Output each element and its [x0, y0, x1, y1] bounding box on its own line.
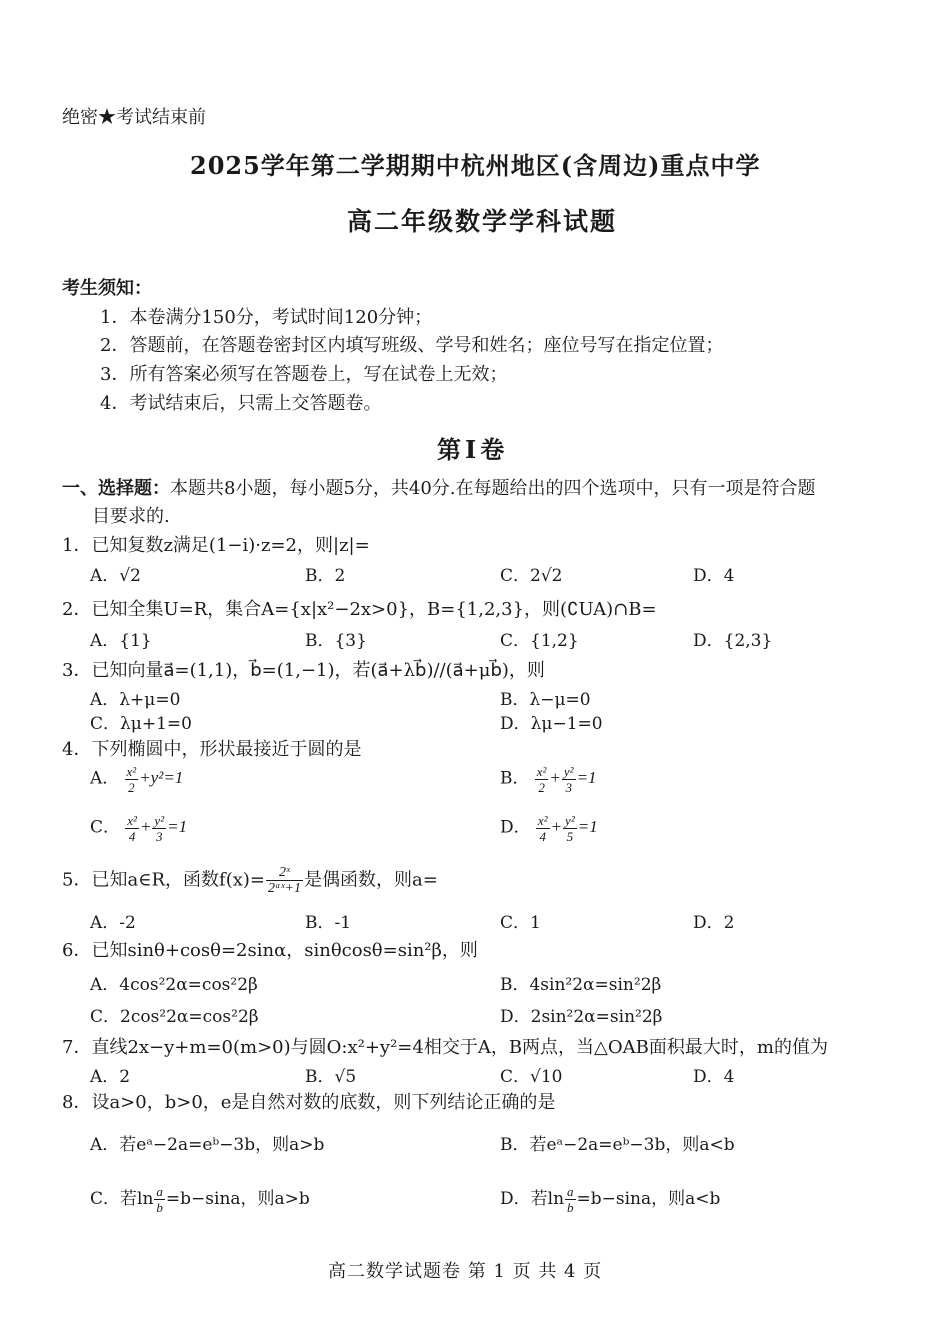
- q4d-frac2-den: 5: [566, 829, 574, 844]
- q4c-frac2-den: 3: [156, 829, 163, 844]
- q8-option-c: [90, 1184, 310, 1215]
- q4b-frac1-den: 2: [538, 780, 545, 795]
- q7-option-a: A．2: [90, 1067, 131, 1087]
- q4b-frac1-num: x²: [536, 764, 547, 779]
- q5-option-b: B．-1: [305, 913, 352, 933]
- q8c-rest: =b−sina，则a>b: [165, 1189, 310, 1209]
- q8c-prefix: C．若ln: [90, 1189, 154, 1209]
- q4-option-b-label: B．: [500, 768, 530, 789]
- q8d-frac-num: a: [567, 1184, 574, 1199]
- q4c-frac2-num: y²: [154, 813, 165, 828]
- q4a-fraction: [125, 764, 139, 795]
- page-footer: 高二数学试题卷 第 1 页 共 4 页: [328, 1261, 603, 1282]
- q2-option-b: B．{3}: [305, 631, 367, 651]
- q4c-rest: =1: [167, 817, 188, 837]
- q5-stem-part1: 5．已知a∈R，函数f(x)=: [62, 869, 266, 891]
- q3-option-b: B．λ−μ=0: [500, 690, 591, 710]
- q8c-frac-num: a: [156, 1184, 163, 1199]
- q1-option-c: C．2√2: [500, 566, 563, 586]
- q4b-fraction-2: [562, 764, 576, 795]
- q7-option-c: C．√10: [500, 1067, 563, 1087]
- section-text: 本题共8小题，每小题5分，共40分.在每题给出的四个选项中，只有一项是符合题: [170, 478, 816, 499]
- q7-option-b: B．√5: [305, 1067, 357, 1087]
- q4-option-c-label: C．: [90, 817, 121, 838]
- q4b-frac2-num: y²: [563, 764, 574, 779]
- q3-option-d: D．λμ−1=0: [500, 714, 603, 734]
- q4b-fraction-1: [535, 764, 549, 795]
- question-1-stem: 1．已知复数z满足(1−i)·z=2，则|z|=: [62, 535, 370, 556]
- q4c-fraction-1: [125, 813, 139, 844]
- q4-option-d: D． $\frac{\text{x²}}{4}$ + $\frac{\text{y²}}{5}$ =1: [500, 813, 598, 844]
- q4d-frac1-num: x²: [537, 813, 548, 828]
- q4d-fraction-1: [536, 813, 550, 844]
- q1-option-b: B．2: [305, 566, 346, 586]
- question-2-stem: 2．已知全集U=R，集合A={x|x²−2x>0}，B={1,2,3}，则(∁UA)∩B=: [62, 599, 657, 620]
- question-6-stem: 6．已知sinθ+cosθ=2sinα，sinθcosθ=sin²β，则: [62, 940, 478, 961]
- question-8-stem: 8．设a>0，b>0，e是自然对数的底数，则下列结论正确的是: [62, 1092, 556, 1113]
- q3-option-c: C．λμ+1=0: [90, 714, 192, 734]
- q5-frac-num: 2ˣ: [266, 865, 303, 881]
- q3-option-a: A．λ+μ=0: [90, 690, 181, 710]
- q4-option-a-label: A．: [90, 768, 120, 789]
- q8d-prefix: D．若ln: [500, 1189, 565, 1209]
- q4-option-c: C． $\frac{\text{x²}}{4}$ + $\frac{\text{y²}}{3}$ =1: [90, 813, 188, 844]
- q4d-fraction-2: [563, 813, 577, 844]
- q4a-rest: +y²=1: [139, 768, 184, 788]
- q2-option-d: D．{2,3}: [693, 631, 773, 651]
- q2-option-a: A．{1}: [90, 631, 152, 651]
- section-text-cont: 目要求的.: [92, 506, 170, 527]
- q4-option-d-label: D．: [500, 817, 531, 838]
- q4a-frac-den: 2: [128, 780, 135, 795]
- notice-item-1: 1．本卷满分150分，考试时间120分钟；: [100, 307, 433, 328]
- q1-option-a: A．√2: [90, 566, 141, 586]
- q5-stem-part2: 是偶函数，则a=: [304, 869, 438, 891]
- q8-option-d: [500, 1184, 720, 1215]
- q4c-frac1-den: 4: [128, 829, 136, 844]
- exam-title-line2: 高二年级数学学科试题: [347, 207, 618, 236]
- q8d-rest: =b−sina，则a<b: [576, 1189, 721, 1209]
- q1-option-d: D．4: [693, 566, 735, 586]
- section-label: 一、选择题：: [62, 478, 170, 499]
- notice-item-2: 2．答题前，在答题卷密封区内填写班级、学号和姓名；座位号写在指定位置；: [100, 335, 724, 356]
- q5-fraction: [266, 865, 303, 896]
- q8d-frac-den: b: [567, 1200, 574, 1215]
- q5-option-c: C．1: [500, 913, 541, 933]
- q6-option-c: C．2cos²2α=cos²2β: [90, 1007, 259, 1027]
- q8-option-b: B．若eᵃ−2a=eᵇ−3b，则a<b: [500, 1135, 735, 1155]
- q4d-frac2-num: y²: [565, 813, 575, 828]
- question-7-stem: 7．直线2x−y+m=0(m>0)与圆O:x²+y²=4相交于A，B两点，当△OAB面积最大时，m的值为: [62, 1037, 828, 1058]
- q8c-fraction: [154, 1184, 165, 1215]
- q4c-fraction-2: [152, 813, 166, 844]
- secret-label: 绝密★考试结束前: [62, 107, 206, 128]
- q4c-frac1-num: x²: [127, 813, 137, 828]
- question-3-stem: 3．已知向量a⃗=(1,1)，b⃗=(1,−1)，若(a⃗+λb⃗)//(a⃗+μb⃗)，则: [62, 660, 545, 681]
- q5-frac-den: 2ᵃˣ+1: [268, 881, 301, 896]
- question-4-stem: 4．下列椭圆中，形状最接近于圆的是: [62, 739, 362, 760]
- q6-option-a: A．4cos²2α=cos²2β: [90, 975, 258, 995]
- q4a-frac-num: x²: [126, 764, 137, 779]
- q4b-rest: =1: [576, 768, 597, 788]
- notice-heading: 考生须知：: [62, 278, 152, 299]
- q4b-frac2-den: 3: [565, 780, 572, 795]
- notice-item-3: 3．所有答案必须写在答题卷上，写在试卷上无效；: [100, 364, 508, 385]
- q7-option-d: D．4: [693, 1067, 735, 1087]
- notice-item-4: 4．考试结束后，只需上交答题卷。: [100, 393, 382, 414]
- q4d-frac1-den: 4: [539, 829, 546, 844]
- volume-heading: 第Ⅰ卷: [437, 435, 509, 464]
- q4-option-b: B． $\frac{\text{x²}}{2}$ + $\frac{\text{y²}}{3}$ =1: [500, 764, 597, 795]
- q8c-frac-den: b: [156, 1200, 163, 1215]
- q8-option-a: A．若eᵃ−2a=eᵇ−3b，则a>b: [90, 1135, 325, 1155]
- q4d-rest: =1: [577, 817, 598, 837]
- q6-option-b: B．4sin²2α=sin²2β: [500, 975, 662, 995]
- exam-title-line1: 2025学年第二学期期中杭州地区(含周边)重点中学: [190, 151, 761, 180]
- q6-option-d: D．2sin²2α=sin²2β: [500, 1007, 663, 1027]
- section-intro: [62, 476, 816, 502]
- q2-option-c: C．{1,2}: [500, 631, 579, 651]
- question-5-stem: [62, 865, 438, 896]
- q5-option-d: D．2: [693, 913, 735, 933]
- q8d-fraction: [565, 1184, 576, 1215]
- q4-option-a: [90, 764, 183, 795]
- q5-option-a: A．-2: [90, 913, 136, 933]
